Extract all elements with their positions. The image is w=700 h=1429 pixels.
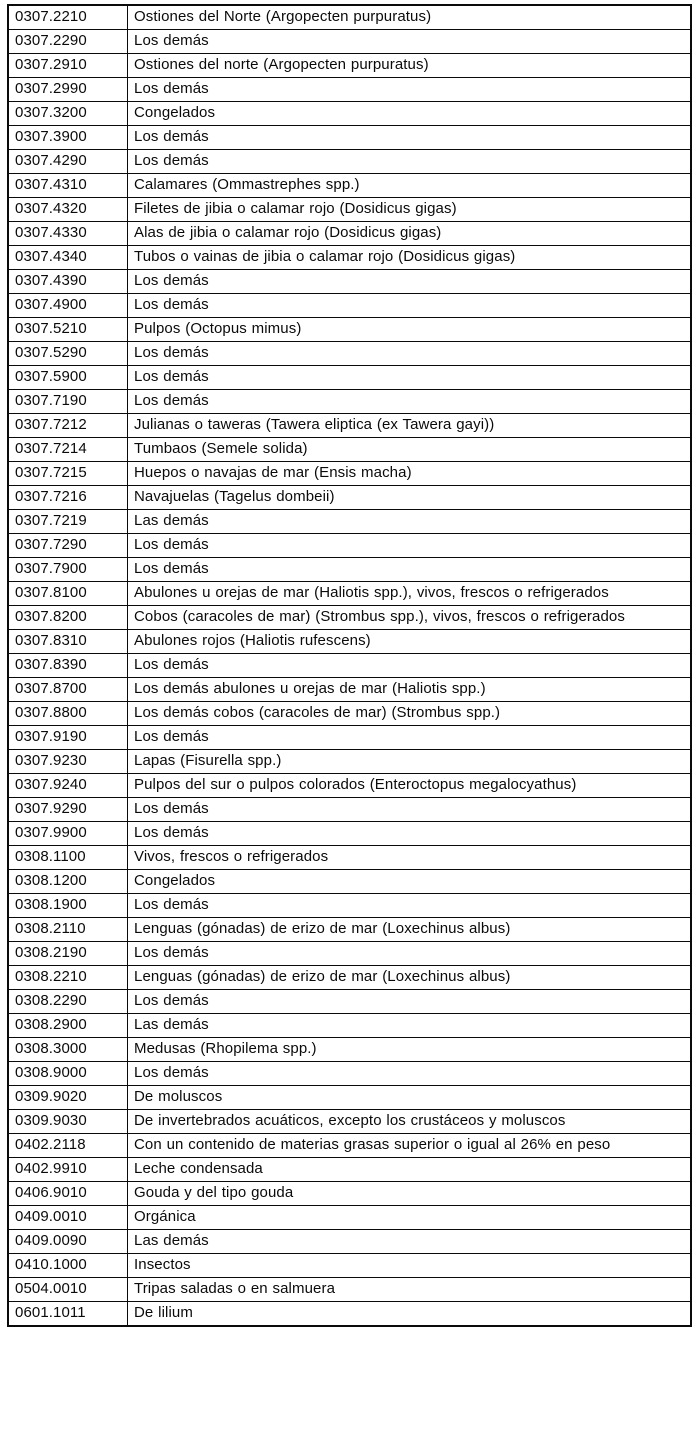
- code-cell: 0307.8800: [8, 702, 128, 726]
- description-cell: Tripas saladas o en salmuera: [128, 1278, 692, 1302]
- description-cell: Los demás: [128, 726, 692, 750]
- table-row: [8, 798, 691, 822]
- code-cell: 0307.4900: [8, 294, 128, 318]
- code-cell: 0307.2290: [8, 30, 128, 54]
- table-row: [8, 990, 691, 1014]
- description-cell: Alas de jibia o calamar rojo (Dosidicus gigas): [128, 222, 692, 246]
- table-row: [8, 54, 691, 78]
- code-cell: 0307.9190: [8, 726, 128, 750]
- table-row: [8, 462, 691, 486]
- code-cell: 0308.1100: [8, 846, 128, 870]
- description-cell: Los demás: [128, 558, 692, 582]
- description-cell: Las demás: [128, 1230, 692, 1254]
- code-cell: 0308.2190: [8, 942, 128, 966]
- description-cell: Los demás: [128, 342, 692, 366]
- description-cell: Abulones u orejas de mar (Haliotis spp.), vivos, frescos o refrigerados: [128, 582, 692, 606]
- table-row: [8, 678, 691, 702]
- table-row: [8, 294, 691, 318]
- description-cell: Julianas o taweras (Tawera eliptica (ex Tawera gayi)): [128, 414, 692, 438]
- description-cell: Insectos: [128, 1254, 692, 1278]
- code-cell: 0307.9900: [8, 822, 128, 846]
- code-cell: 0307.8200: [8, 606, 128, 630]
- description-cell: Con un contenido de materias grasas superior o igual al 26% en peso: [128, 1134, 692, 1158]
- description-cell: Los demás: [128, 894, 692, 918]
- code-cell: 0309.9030: [8, 1110, 128, 1134]
- table-row: [8, 966, 691, 990]
- code-cell: 0307.4310: [8, 174, 128, 198]
- code-cell: 0307.2210: [8, 5, 128, 30]
- table-row: [8, 150, 691, 174]
- code-cell: 0307.7212: [8, 414, 128, 438]
- code-cell: 0307.7900: [8, 558, 128, 582]
- description-cell: Tumbaos (Semele solida): [128, 438, 692, 462]
- table-row: [8, 1134, 691, 1158]
- description-cell: Los demás abulones u orejas de mar (Haliotis spp.): [128, 678, 692, 702]
- table-row: [8, 198, 691, 222]
- code-cell: 0307.7214: [8, 438, 128, 462]
- code-cell: 0307.7190: [8, 390, 128, 414]
- code-cell: 0307.8100: [8, 582, 128, 606]
- description-cell: Los demás: [128, 150, 692, 174]
- description-cell: Tubos o vainas de jibia o calamar rojo (Dosidicus gigas): [128, 246, 692, 270]
- description-cell: Navajuelas (Tagelus dombeii): [128, 486, 692, 510]
- table-row: [8, 270, 691, 294]
- description-cell: Orgánica: [128, 1206, 692, 1230]
- table-row: [8, 1014, 691, 1038]
- description-cell: Los demás: [128, 942, 692, 966]
- code-cell: 0307.5210: [8, 318, 128, 342]
- code-cell: 0504.0010: [8, 1278, 128, 1302]
- table-row: [8, 1158, 691, 1182]
- description-cell: Ostiones del norte (Argopecten purpuratus): [128, 54, 692, 78]
- table-row: [8, 5, 691, 30]
- table-row: [8, 246, 691, 270]
- code-cell: 0307.2990: [8, 78, 128, 102]
- code-cell: 0307.7219: [8, 510, 128, 534]
- description-cell: De lilium: [128, 1302, 692, 1327]
- code-cell: 0402.9910: [8, 1158, 128, 1182]
- table-row: [8, 342, 691, 366]
- table-row: [8, 1038, 691, 1062]
- code-cell: 0308.1200: [8, 870, 128, 894]
- description-cell: Los demás: [128, 654, 692, 678]
- code-cell: 0308.2900: [8, 1014, 128, 1038]
- description-cell: Los demás: [128, 270, 692, 294]
- code-cell: 0309.9020: [8, 1086, 128, 1110]
- code-cell: 0409.0090: [8, 1230, 128, 1254]
- table-row: [8, 30, 691, 54]
- tariff-table-body: [8, 5, 691, 1326]
- description-cell: Vivos, frescos o refrigerados: [128, 846, 692, 870]
- description-cell: Los demás: [128, 30, 692, 54]
- description-cell: Leche condensada: [128, 1158, 692, 1182]
- code-cell: 0307.7215: [8, 462, 128, 486]
- description-cell: Filetes de jibia o calamar rojo (Dosidicus gigas): [128, 198, 692, 222]
- code-cell: 0410.1000: [8, 1254, 128, 1278]
- description-cell: Pulpos (Octopus mimus): [128, 318, 692, 342]
- code-cell: 0307.3200: [8, 102, 128, 126]
- description-cell: Ostiones del Norte (Argopecten purpuratus): [128, 5, 692, 30]
- description-cell: Los demás: [128, 126, 692, 150]
- table-row: [8, 102, 691, 126]
- table-row: [8, 534, 691, 558]
- table-row: [8, 1062, 691, 1086]
- table-row: [8, 1110, 691, 1134]
- table-row: [8, 582, 691, 606]
- table-row: [8, 654, 691, 678]
- table-row: [8, 942, 691, 966]
- description-cell: Los demás: [128, 390, 692, 414]
- code-cell: 0307.5900: [8, 366, 128, 390]
- description-cell: De invertebrados acuáticos, excepto los crustáceos y moluscos: [128, 1110, 692, 1134]
- table-row: [8, 606, 691, 630]
- code-cell: 0308.2110: [8, 918, 128, 942]
- table-row: [8, 174, 691, 198]
- description-cell: Los demás cobos (caracoles de mar) (Strombus spp.): [128, 702, 692, 726]
- description-cell: Los demás: [128, 78, 692, 102]
- code-cell: 0307.8310: [8, 630, 128, 654]
- description-cell: De moluscos: [128, 1086, 692, 1110]
- description-cell: Los demás: [128, 534, 692, 558]
- code-cell: 0307.7290: [8, 534, 128, 558]
- code-cell: 0307.9290: [8, 798, 128, 822]
- table-row: [8, 1086, 691, 1110]
- table-row: [8, 1278, 691, 1302]
- code-cell: 0307.4290: [8, 150, 128, 174]
- code-cell: 0307.4340: [8, 246, 128, 270]
- code-cell: 0307.7216: [8, 486, 128, 510]
- code-cell: 0307.4390: [8, 270, 128, 294]
- tariff-table: [7, 4, 692, 1327]
- description-cell: Lenguas (gónadas) de erizo de mar (Loxechinus albus): [128, 918, 692, 942]
- code-cell: 0406.9010: [8, 1182, 128, 1206]
- table-row: [8, 414, 691, 438]
- code-cell: 0307.5290: [8, 342, 128, 366]
- description-cell: Lenguas (gónadas) de erizo de mar (Loxechinus albus): [128, 966, 692, 990]
- table-row: [8, 510, 691, 534]
- code-cell: 0601.1011: [8, 1302, 128, 1327]
- description-cell: Los demás: [128, 822, 692, 846]
- code-cell: 0307.8700: [8, 678, 128, 702]
- table-row: [8, 702, 691, 726]
- code-cell: 0307.4320: [8, 198, 128, 222]
- description-cell: Los demás: [128, 366, 692, 390]
- code-cell: 0402.2118: [8, 1134, 128, 1158]
- description-cell: Los demás: [128, 1062, 692, 1086]
- description-cell: Calamares (Ommastrephes spp.): [128, 174, 692, 198]
- code-cell: 0307.9240: [8, 774, 128, 798]
- table-row: [8, 846, 691, 870]
- table-row: [8, 774, 691, 798]
- table-row: [8, 558, 691, 582]
- table-row: [8, 1302, 691, 1327]
- code-cell: 0307.2910: [8, 54, 128, 78]
- description-cell: Gouda y del tipo gouda: [128, 1182, 692, 1206]
- code-cell: 0307.8390: [8, 654, 128, 678]
- code-cell: 0308.2290: [8, 990, 128, 1014]
- description-cell: Los demás: [128, 990, 692, 1014]
- table-row: [8, 126, 691, 150]
- code-cell: 0308.2210: [8, 966, 128, 990]
- description-cell: Los demás: [128, 798, 692, 822]
- table-row: [8, 1254, 691, 1278]
- table-row: [8, 822, 691, 846]
- code-cell: 0308.9000: [8, 1062, 128, 1086]
- description-cell: Los demás: [128, 294, 692, 318]
- table-row: [8, 318, 691, 342]
- description-cell: Las demás: [128, 510, 692, 534]
- code-cell: 0307.4330: [8, 222, 128, 246]
- code-cell: 0409.0010: [8, 1206, 128, 1230]
- description-cell: Abulones rojos (Haliotis rufescens): [128, 630, 692, 654]
- description-cell: Medusas (Rhopilema spp.): [128, 1038, 692, 1062]
- table-row: [8, 1230, 691, 1254]
- table-row: [8, 1206, 691, 1230]
- table-row: [8, 894, 691, 918]
- description-cell: Las demás: [128, 1014, 692, 1038]
- table-row: [8, 630, 691, 654]
- table-row: [8, 438, 691, 462]
- table-row: [8, 222, 691, 246]
- code-cell: 0307.3900: [8, 126, 128, 150]
- description-cell: Congelados: [128, 870, 692, 894]
- code-cell: 0307.9230: [8, 750, 128, 774]
- code-cell: 0308.3000: [8, 1038, 128, 1062]
- table-row: [8, 1182, 691, 1206]
- description-cell: Congelados: [128, 102, 692, 126]
- description-cell: Pulpos del sur o pulpos colorados (Enteroctopus megalocyathus): [128, 774, 692, 798]
- table-row: [8, 726, 691, 750]
- table-row: [8, 486, 691, 510]
- table-row: [8, 78, 691, 102]
- description-cell: Huepos o navajas de mar (Ensis macha): [128, 462, 692, 486]
- table-row: [8, 390, 691, 414]
- description-cell: Cobos (caracoles de mar) (Strombus spp.), vivos, frescos o refrigerados: [128, 606, 692, 630]
- code-cell: 0308.1900: [8, 894, 128, 918]
- table-row: [8, 750, 691, 774]
- table-row: [8, 918, 691, 942]
- table-row: [8, 366, 691, 390]
- description-cell: Lapas (Fisurella spp.): [128, 750, 692, 774]
- table-row: [8, 870, 691, 894]
